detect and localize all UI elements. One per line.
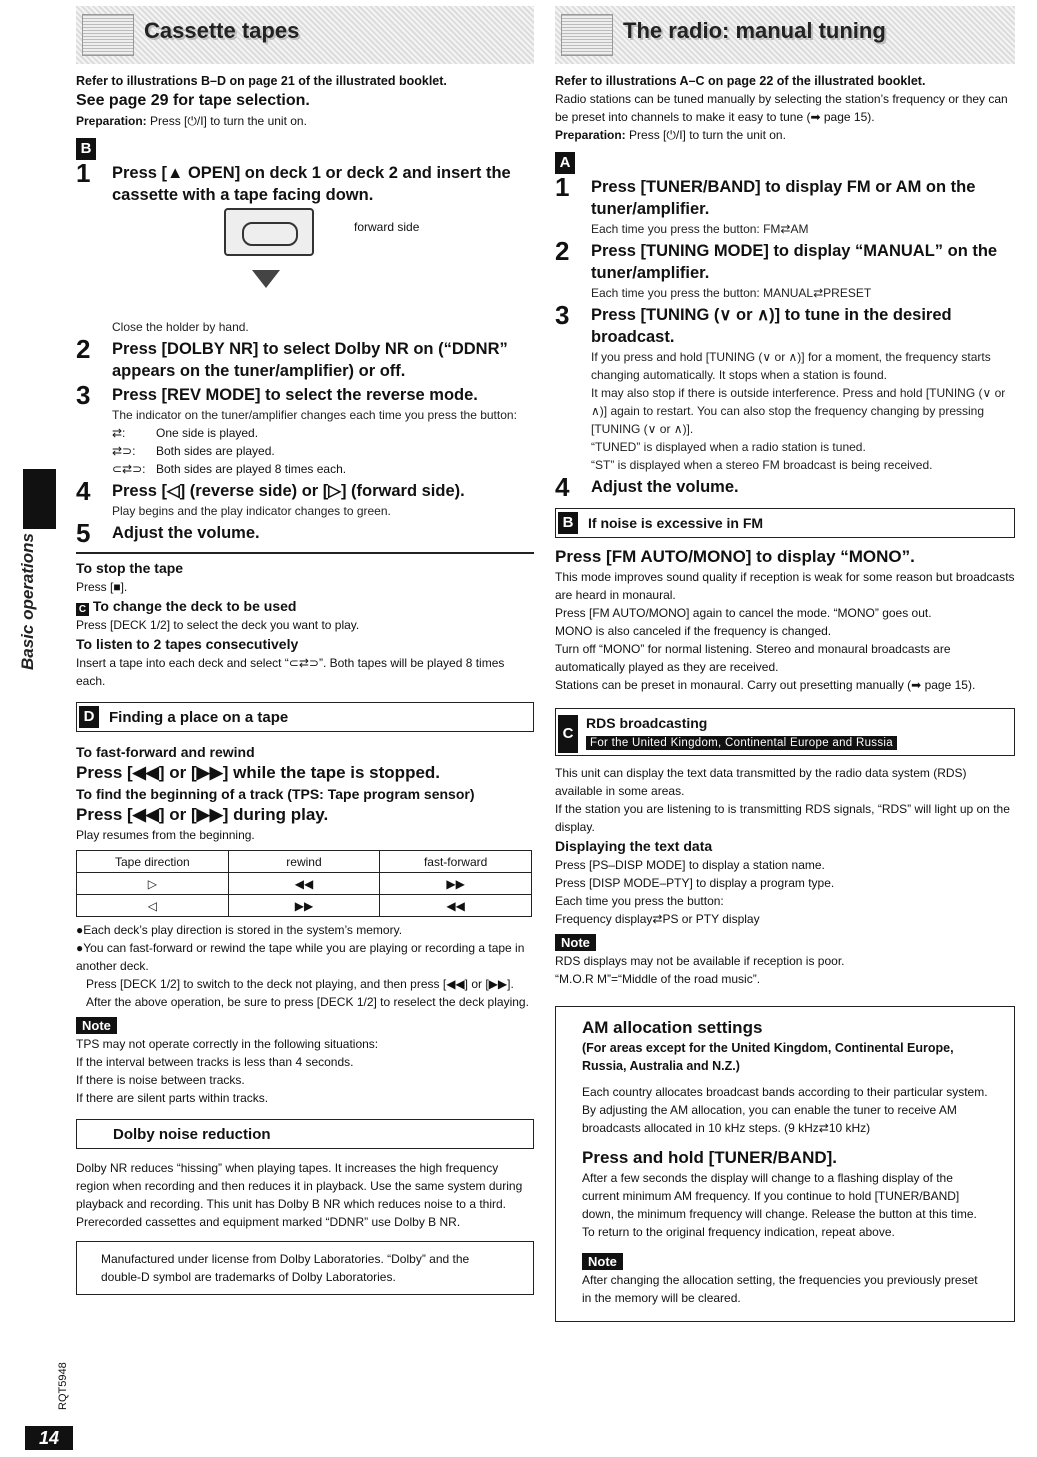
finding-bar: D Finding a place on a tape [76, 702, 534, 732]
dolby-bar: Dolby noise reduction [76, 1119, 534, 1149]
am-text: By adjusting the AM allocation, you can enable the tuner to receive AM broadcasts allocated in 10 kHz steps. (9 kHz⇄10 kHz) [582, 1103, 957, 1135]
am-heading: AM allocation settings [582, 1018, 763, 1037]
radio-header [555, 6, 1015, 64]
down-arrow-icon [252, 270, 280, 288]
am-press: Press and hold [TUNER/BAND]. [582, 1148, 838, 1167]
mono-text: MONO is also canceled if the frequency is changed. [555, 624, 832, 638]
rds-region-banner: For the United Kingdom, Continental Europe and Russia [586, 736, 897, 750]
cassette-step-4: 4 Press [◁] (reverse side) or [▷] (forward side). Play begins and the play indicator changes to green. [76, 476, 465, 518]
dolby-text: Dolby NR reduces “hissing” when playing tapes. It increases the high frequency region when recording and then reduces it in playback. Use the same system during playback and recording. This unit has Dolby B NR which reduces noise to a third. [76, 1161, 523, 1211]
license-box: Manufactured under license from Dolby Laboratories. “Dolby” and the double-D symbol are trademarks of Dolby Laboratories. [76, 1241, 534, 1295]
radio-step-1: 1 Press [TUNER/BAND] to display FM or AM on the tuner/amplifier. Each time you press the button: FM⇄AM [555, 172, 976, 236]
mono-text: This mode improves sound quality if reception is weak for some reason but broadcasts are heard in monaural. [555, 570, 1015, 602]
block-a-label: A [555, 152, 575, 174]
stop-heading: To stop the tape [76, 560, 184, 576]
mono-text: Press [FM AUTO/MONO] again to cancel the mode. “MONO” goes out. [555, 606, 932, 620]
cassette-step-1: 1 Press [▲ OPEN] on deck 1 or deck 2 and insert the cassette with a tape facing down. [76, 158, 511, 204]
rds-heading: RDS broadcasting [586, 715, 708, 731]
cassette-image [224, 208, 314, 256]
cassette-step-3: 3 Press [REV MODE] to select the reverse mode. The indicator on the tuner/amplifier changes each time you press the button: ⇄: One side is played. ⇄⊃: Both sides are played. ⊂⇄⊃: Both sides are played 8 times each. [76, 384, 534, 478]
divider [76, 552, 534, 554]
section-side-label: Basic operations [18, 533, 37, 670]
cassette-see: See page 29 for tape selection. [76, 92, 310, 109]
tps-sub: Play resumes from the beginning. [76, 828, 255, 842]
forward-side-label: forward side [354, 220, 420, 234]
section-tab-marker [23, 469, 56, 529]
ff-text: Press [◀◀] or [▶▶] while the tape is stopped. [76, 763, 441, 782]
noise-bar: B If noise is excessive in FM [555, 508, 1015, 538]
note-text: If there are silent parts within tracks. [76, 1091, 269, 1105]
am-text: Each country allocates broadcast bands according to their particular system. [582, 1085, 988, 1099]
radio-title: The radio: manual tuning [623, 18, 886, 43]
cassette-section [76, 6, 534, 1295]
radio-icon [561, 14, 613, 56]
radio-intro: Radio stations can be tuned manually by selecting the station’s frequency or they can be preset into channels to make it easy to tune (➡ page 15). [555, 92, 1008, 124]
stop-text: Press [■]. [76, 580, 128, 594]
display-text: Each time you press the button: [555, 894, 724, 908]
cassette-header [76, 6, 534, 64]
am-text: After a few seconds the display will change to a flashing display of the current minimum AM frequency. If you continue to hold [TUNER/BAND] down, the minimum frequency will change. Release the button at this time. [582, 1171, 977, 1221]
dolby-text: Prerecorded cassettes and equipment marked “DDNR” use Dolby B NR. [76, 1215, 461, 1229]
bullet-text: ●You can fast-forward or rewind the tape while you are playing or recording a tape in another deck. [76, 941, 525, 973]
am-sub: (For areas except for the United Kingdom, Continental Europe, Russia, Australia and N.Z.) [582, 1041, 954, 1073]
mono-heading: Press [FM AUTO/MONO] to display “MONO”. [555, 547, 915, 566]
mode-row: ⇄: One side is played. [112, 426, 259, 440]
ff-heading: To fast-forward and rewind [76, 744, 255, 760]
display-text-heading: Displaying the text data [555, 838, 713, 854]
cassette-prep: Preparation: Press [⏻/I] to turn the unit on. [76, 114, 307, 128]
note-text: If the interval between tracks is less than 4 seconds. [76, 1055, 354, 1069]
am-allocation-box [555, 1006, 1015, 1322]
mode-row: ⊂⇄⊃: Both sides are played 8 times each. [112, 462, 347, 476]
display-text: Press [DISP MODE–PTY] to display a program type. [555, 876, 835, 890]
note-text: After changing the allocation setting, the frequencies you previously preset in the memory will be cleared. [582, 1273, 978, 1305]
page-number: 14 [25, 1426, 73, 1450]
tps-text: Press [◀◀] or [▶▶] during play. [76, 805, 329, 824]
note-text: If there is noise between tracks. [76, 1073, 245, 1087]
change-deck-heading: C To change the deck to be used [76, 596, 534, 616]
mono-text: Stations can be preset in monaural. Carry out presetting manually (➡ page 15). [555, 678, 976, 692]
block-b-label: B [76, 138, 96, 160]
display-text: Press [PS–DISP MODE] to display a station name. [555, 858, 825, 872]
document-code: RQT5948 [57, 1362, 69, 1410]
tape-direction-table [76, 850, 532, 917]
radio-step-4: 4 Adjust the volume. [555, 472, 739, 502]
table-row: ▷ ◀◀ ▶▶ [77, 873, 532, 895]
radio-ref: Refer to illustrations A–C on page 22 of the illustrated booklet. [555, 74, 926, 88]
am-text: To return to the original frequency indication, repeat above. [582, 1225, 895, 1239]
radio-step-3: 3 Press [TUNING (∨ or ∧)] to tune in the desired broadcast. If you press and hold [TUNING (∨ or ∧)] for a moment, the frequency starts changing automatically. It stops when a station is found. It may also stop if there is outside interference. Press and hold [TUNING (∨ or ∧)] again to restart. You can also stop the frequency changing by pressing [TUNING (∨ or ∧)]. “TUNED” is displayed when a radio station is tuned. “ST” is displayed when a stereo FM broadcast is being received. [555, 300, 1006, 472]
rds-text: This unit can display the text data transmitted by the radio data system (RDS) available in some areas. [555, 766, 967, 798]
note-label: Note [555, 934, 596, 951]
rds-bar: C RDS broadcasting For the United Kingdom, Continental Europe and Russia [555, 708, 1015, 756]
radio-step-2: 2 Press [TUNING MODE] to display “MANUAL” on the tuner/amplifier. Each time you press the button: MANUAL⇄PRESET [555, 236, 998, 300]
cassette-title: Cassette tapes [144, 18, 300, 43]
note-label: Note [76, 1017, 117, 1034]
cassette-step-5: 5 Adjust the volume. [76, 518, 260, 548]
table-row: Tape direction rewind fast-forward [77, 851, 532, 873]
radio-section [555, 6, 1015, 1322]
mode-row: ⇄⊃: Both sides are played. [112, 444, 275, 458]
cassette-illustration [76, 208, 534, 318]
listen-text: Insert a tape into each deck and select “⊂⇄⊃”. Both tapes will be played 8 times each. [76, 656, 505, 688]
note-text: RDS displays may not be available if reception is poor. [555, 954, 845, 968]
mono-text: Turn off “MONO” for normal listening. Stereo and monaural broadcasts are automatically played as they are received. [555, 642, 951, 674]
bullet-text: Press [DECK 1/2] to switch to the deck not playing, and then press [◀◀] or [▶▶]. After the above operation, be sure to press [DECK 1/2] to reselect the deck playing. [86, 977, 529, 1009]
rds-text: If the station you are listening to is transmitting RDS signals, “RDS” will light up on the display. [555, 802, 1010, 834]
tps-heading: To find the beginning of a track (TPS: Tape program sensor) [76, 786, 475, 802]
cassette-icon [82, 14, 134, 56]
note-label: Note [582, 1253, 623, 1270]
cassette-ref: Refer to illustrations B–D on page 21 of the illustrated booklet. [76, 74, 447, 88]
bullet-text: ●Each deck’s play direction is stored in the system’s memory. [76, 923, 403, 937]
display-text: Frequency display⇄PS or PTY display [555, 912, 760, 926]
radio-prep: Preparation: Press [⏻/I] to turn the unit on. [555, 128, 786, 142]
cassette-step-2: 2 Press [DOLBY NR] to select Dolby NR on (“DDNR” appears on the tuner/amplifier) or off. [76, 334, 508, 380]
close-holder-text: Close the holder by hand. [112, 320, 249, 334]
table-row: ◁ ▶▶ ◀◀ [77, 895, 532, 917]
note-text: “M.O.R M”=“Middle of the road music”. [555, 972, 761, 986]
listen-heading: To listen to 2 tapes consecutively [76, 636, 299, 652]
note-text: TPS may not operate correctly in the following situations: [76, 1037, 379, 1051]
change-deck-text: Press [DECK 1/2] to select the deck you want to play. [76, 618, 360, 632]
